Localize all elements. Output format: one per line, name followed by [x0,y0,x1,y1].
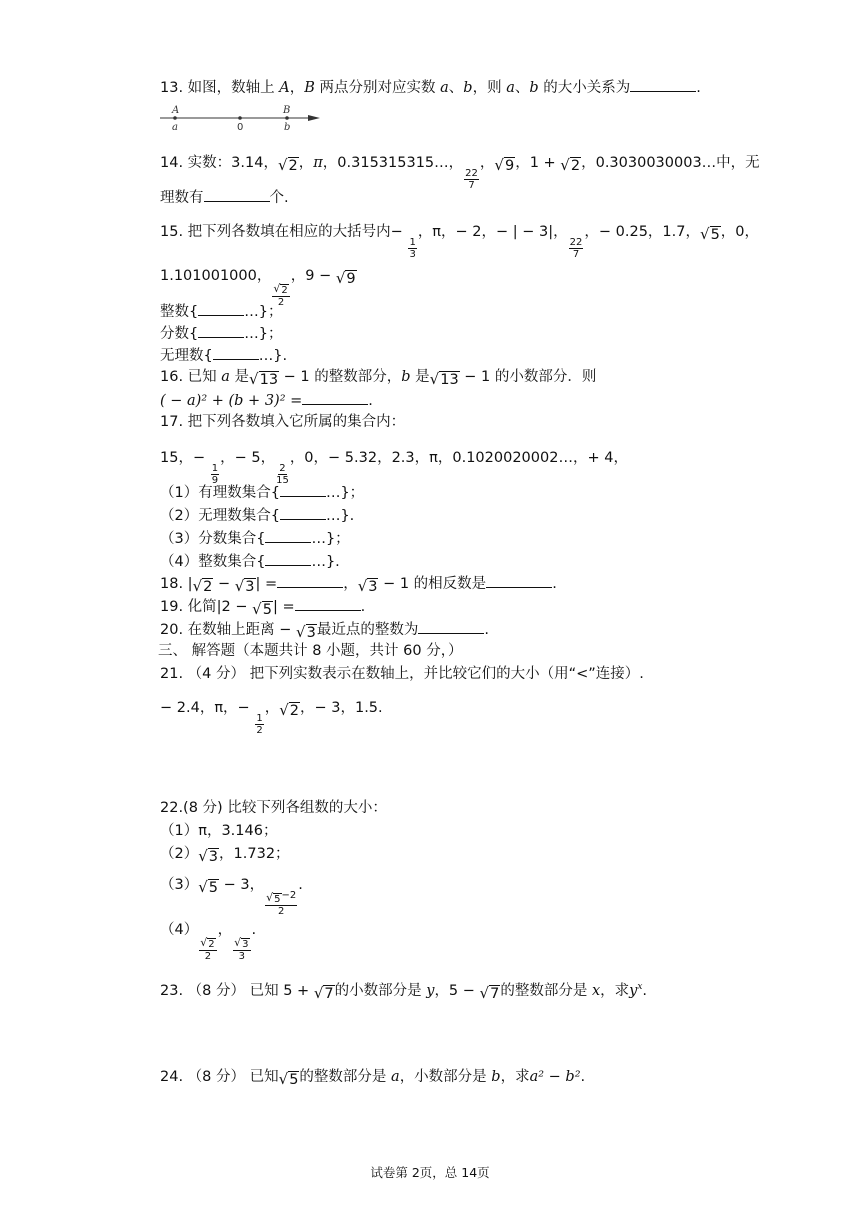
point-a [173,116,177,120]
q19-text: 19. 化简|2 − √ 5 | = . [160,596,365,618]
answer-blank [204,187,270,202]
q17-irrational-set: （2）无理数集合{ …}. [160,505,354,526]
page-footer: 试卷第 2页，总 14页 [370,1165,490,1180]
q14-line1: 14. 实数：3.14， √ 2 ，π，0.315315315…， $\frac{22}{7}$ ， √ 9 ，1 + √ 2 ，0.3030030003…中，无 [160,155,760,191]
label-a: a [172,122,178,133]
q16-line1: 16. 已知 a 是 √ 13 − 1 的整数部分，b 是 √ 13 − 1 的小数部分．则 [160,369,597,388]
q22-lead: 22.(8 分) 比较下列各组数的大小： [160,800,387,816]
label-B: B [283,105,291,116]
label-A: A [172,105,180,116]
number-line-figure [158,102,323,134]
q16-line2: ( − a)² + (b + 3)² = . [160,390,373,411]
q15-integer-set: 整数{ …}； [160,301,282,322]
q22-part1: （1）π，3.146； [160,823,278,839]
q20-text: 20. 在数轴上距离 − √ 3 最近点的整数为 . [160,619,489,641]
q17-lead: 17. 把下列各数填入它所属的集合内： [160,414,406,430]
axis-arrow-icon [308,115,320,121]
label-b: b [284,122,291,133]
q22-part4: （4） √ 2 2 ， √ 3 3 . [160,922,257,962]
q14-line2: 理数有 个. [160,187,289,208]
label-0: 0 [237,122,244,133]
q17-list: 15，− $\frac{1}{9}$ ，− 5， $\frac{2}{15}$ ，0，− 5.32，2.3，π，0.1020020002…，+ 4， [160,450,628,486]
point-b [285,116,289,120]
q15-irrational-set: 无理数{ …}. [160,345,287,366]
q17-integer-set: （4）整数集合{ …}. [160,551,340,572]
q22-part2: （2） √ 3 ，1.732； [160,846,290,865]
point-origin [238,116,242,120]
q24-text: 24. （8 分） 已知 √ 5 的整数部分是 a，小数部分是 b，求a² − b². [160,1069,586,1088]
q21-list: − 2.4，π，− $\frac{1}{2}$ ， √ 2 ，− 3，1.5. [160,700,383,736]
q15-fraction-set: 分数{ …}； [160,323,282,344]
q15-line1: 15. 把下列各数填在相应的大括号内− $\frac{1}{3}$ ，π，− 2，− | − 3|， $\frac{22}{7}$ ，− 0.25，1.7， √ 5 ，0， [160,224,760,260]
q17-fraction-set: （3）分数集合{ …}； [160,528,350,549]
q21-lead: 21. （4 分） 把下列实数表示在数轴上，并比较它们的大小（用“<”连接）. [160,666,644,682]
q18-text: 18. | √ 2 − √ 3 | = ， √ 3 − 1 的相反数是 . [160,573,557,595]
q15-line2: 1.101001000， √ 2 2 ，9 − √ 9 [160,268,356,308]
answer-blank [302,390,368,405]
q13-text: 13. 如图，数轴上 A，B 两点分别对应实数 a、b，则 a、b 的大小关系为 . [160,77,701,98]
q23-text: 23. （8 分） 已知 5 + √ 7 的小数部分是 y，5 − √ 7 的整数部分是 x，求$y^x$. [160,982,648,1002]
answer-blank [630,77,696,92]
q17-rational-set: （1）有理数集合{ …}； [160,482,364,503]
q22-part3: （3） √ 5 − 3， √ 5 −2 2 . [160,877,303,917]
section-3-heading: 三、 解答题（本题共计 8 小题，共计 60 分，） [158,643,463,659]
